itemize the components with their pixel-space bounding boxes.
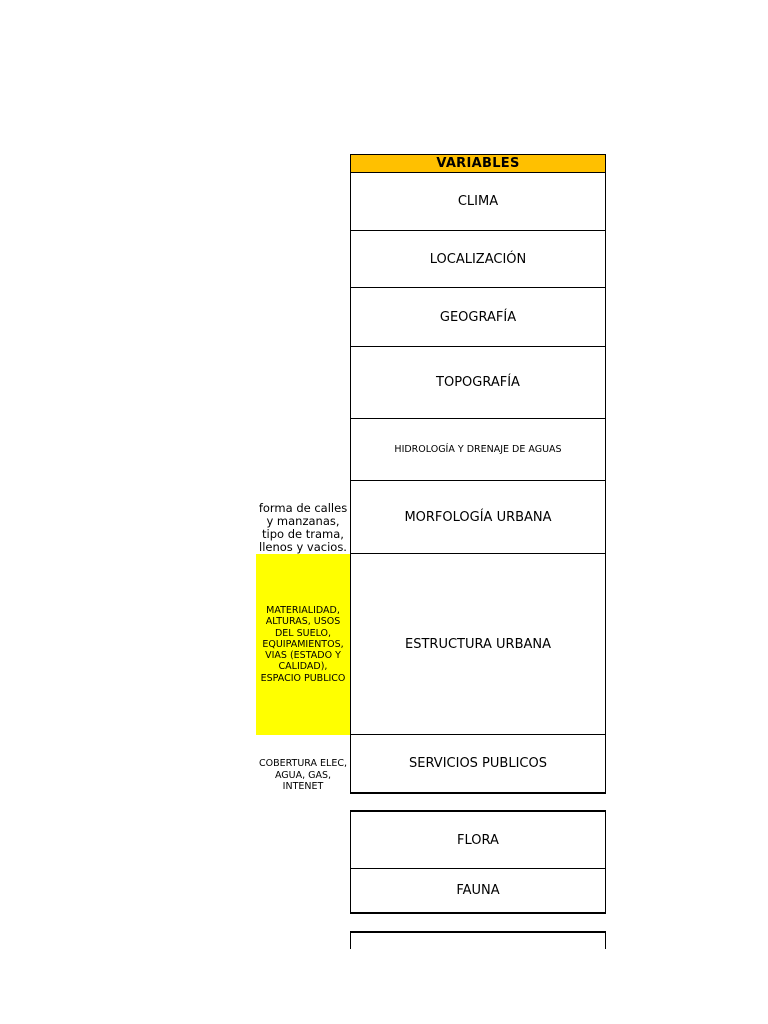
row-label: GEOGRAFÍA [439,309,517,325]
note-servicios: COBERTURA ELEC, AGUA, GAS, INTENET [259,758,347,792]
note-estructura-text: MATERIALIDAD, ALTURAS, USOS DEL SUELO, EQUIPAMIENTOS, VIAS (ESTADO Y CALIDAD), ESPACIO PUBLICO [260,605,346,684]
row-next-group [350,931,606,949]
row-label: MORFOLOGÍA URBANA [404,509,552,525]
row-flora [350,810,606,869]
note-estructura [256,554,350,735]
row-label: TOPOGRAFÍA [436,375,520,390]
row-label: HIDROLOGÍA Y DRENAJE DE AGUAS [394,444,562,455]
row-estructura [350,554,606,735]
row-topografia [350,347,606,419]
variables-header [350,154,606,173]
row-hidrologia [350,419,606,481]
row-fauna [350,869,606,914]
row-clima [350,173,606,231]
note-morfologia: forma de calles y manzanas, tipo de trama, llenos y vacios. [258,501,348,554]
row-label: CLIMA [457,194,499,209]
row-label: LOCALIZACIÓN [429,251,527,267]
row-geografia [350,288,606,347]
row-label: ESTRUCTURA URBANA [405,636,551,652]
row-label: FLORA [457,832,499,848]
row-servicios [350,735,606,794]
row-label: SERVICIOS PUBLICOS [409,756,547,771]
row-label: FAUNA [456,883,500,898]
row-morfologia [350,481,606,554]
variables-header-label: VARIABLES [436,156,520,171]
row-localizacion [350,231,606,288]
